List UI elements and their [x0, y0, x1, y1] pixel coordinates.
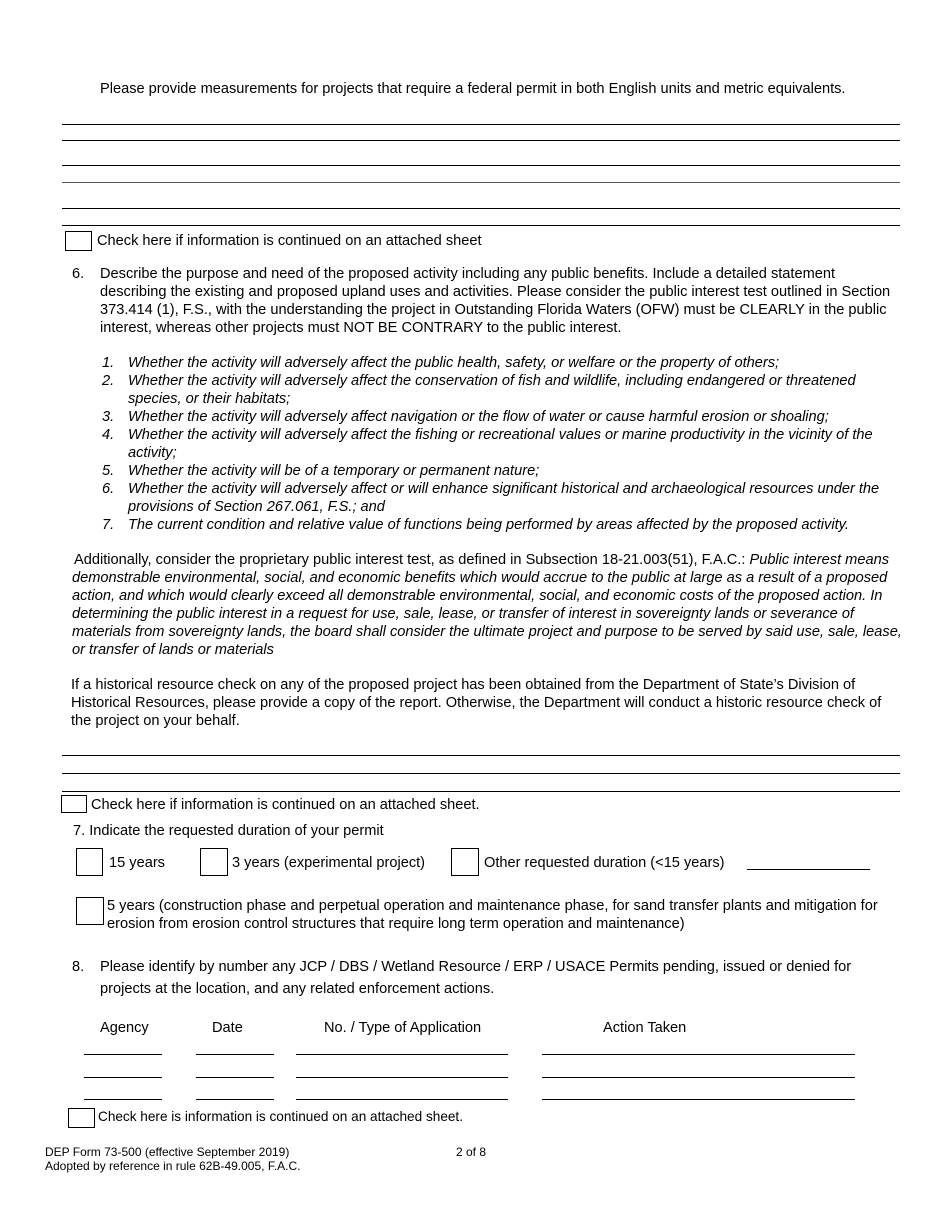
answer-line[interactable] [62, 124, 900, 125]
action-input[interactable] [542, 1054, 855, 1055]
application-input[interactable] [296, 1077, 508, 1078]
duration-3-years-checkbox[interactable] [200, 848, 228, 876]
historical-resource-paragraph: If a historical resource check on any of the proposed project has been obtained from the Department of State’s Division of Historical Resources, please provide a copy of the report. Otherwise, the Department will conduct a historic resource check of the project on your behalf. [71, 677, 882, 729]
column-header-agency: Agency [100, 1020, 149, 1036]
answer-line[interactable] [62, 755, 900, 756]
action-input[interactable] [542, 1099, 855, 1100]
duration-other-label: Other requested duration (<15 years) [484, 855, 725, 871]
duration-3-years-label: 3 years (experimental project) [232, 855, 426, 871]
duration-15-years-label: 15 years [109, 855, 165, 871]
column-header-date: Date [212, 1020, 243, 1036]
agency-input[interactable] [84, 1099, 162, 1100]
answer-line[interactable] [62, 773, 900, 774]
criterion-number: 7. [102, 517, 115, 533]
duration-15-years-checkbox[interactable] [76, 848, 103, 876]
criterion-text: Whether the activity will adversely affect or will enhance significant historical and archaeological resources under the provisions of Section 267.061, F.S.; and [128, 481, 880, 515]
action-input[interactable] [542, 1077, 855, 1078]
continued-checkbox-2[interactable] [61, 795, 87, 813]
criterion-text: Whether the activity will adversely affect the public health, safety, or welfare or the property of others; [128, 355, 780, 371]
agency-input[interactable] [84, 1054, 162, 1055]
answer-line[interactable] [62, 225, 900, 226]
q8-text: Please identify by number any JCP / DBS / Wetland Resource / ERP / USACE Permits pending, issued or denied for projects at the location, and any related enforcement actions. [100, 959, 852, 997]
continued-checkbox-3[interactable] [68, 1108, 95, 1128]
proprietary-interest-paragraph [72, 551, 904, 659]
measurements-instruction: Please provide measurements for projects that require a federal permit in both English units and metric equivalents. [100, 81, 846, 97]
date-input[interactable] [196, 1077, 274, 1078]
q6-text: Describe the purpose and need of the proposed activity including any public benefits. Include a detailed statement describing the existing and proposed upland uses and activities. Please consider the public interest test outlined in Section 373.414 (1), F.S., with the understanding the project in Outstanding Florida Waters (OFW) must be CLEARLY in the public interest, whereas other projects must NOT BE CONTRARY to the public interest. [100, 266, 891, 336]
criterion-number: 3. [102, 409, 115, 425]
criterion-text: The current condition and relative value of functions being performed by areas affected by the proposed activity. [128, 517, 849, 533]
continued-checkbox-2-label: Check here if information is continued on an attached sheet. [91, 797, 480, 813]
criterion-number: 6. [102, 481, 115, 497]
criterion-number: 5. [102, 463, 115, 479]
footer-form-number: DEP Form 73-500 (effective September 2019) [45, 1145, 290, 1159]
duration-5-years-checkbox[interactable] [76, 897, 104, 925]
application-input[interactable] [296, 1099, 508, 1100]
date-input[interactable] [196, 1099, 274, 1100]
q8-number: 8. [72, 959, 85, 975]
continued-checkbox-1-label: Check here if information is continued on an attached sheet [97, 233, 482, 249]
page-number: 2 of 8 [456, 1145, 487, 1159]
agency-input[interactable] [84, 1077, 162, 1078]
answer-line[interactable] [62, 182, 900, 183]
duration-other-input[interactable] [747, 869, 870, 870]
answer-line[interactable] [62, 140, 900, 141]
proprietary-definition: Public interest means demonstrable environmental, social, and economic benefits which would accrue to the public at large as a result of a proposed action, and which would clearly exceed all demonstrable environmental, social, and economic costs of the proposed action. In determining the public interest in a request for use, sale, lease, or transfer of interest in sovereignty lands or severance of materials from sovereignty lands, the board shall consider the ultimate project and purpose to be served by said use, sale, lease, or transfer of lands or materials [72, 552, 902, 658]
proprietary-lead: Additionally, consider the proprietary public interest test, as defined in Subsection 18-21.003(51), F.A.C.: [74, 552, 750, 568]
column-header-action: Action Taken [603, 1020, 687, 1036]
criterion-text: Whether the activity will adversely affect the conservation of fish and wildlife, including endangered or threatened species, or their habitats; [128, 373, 856, 407]
continued-checkbox-1[interactable] [65, 231, 92, 251]
continued-checkbox-3-label: Check here is information is continued on an attached sheet. [98, 1109, 463, 1124]
answer-line[interactable] [62, 791, 900, 792]
duration-5-years-label: 5 years (construction phase and perpetual operation and maintenance phase, for sand transfer plants and mitigation for erosion from erosion control structures that require long term operation and maintenance) [107, 898, 878, 932]
application-input[interactable] [296, 1054, 508, 1055]
criterion-number: 4. [102, 427, 115, 443]
q6-number: 6. [72, 266, 85, 282]
criterion-text: Whether the activity will be of a temporary or permanent nature; [128, 463, 540, 479]
answer-line[interactable] [62, 165, 900, 166]
criterion-number: 2. [102, 373, 115, 389]
duration-other-checkbox[interactable] [451, 848, 479, 876]
answer-line[interactable] [62, 208, 900, 209]
date-input[interactable] [196, 1054, 274, 1055]
footer-adopted: Adopted by reference in rule 62B-49.005, F.A.C. [45, 1159, 301, 1173]
criterion-text: Whether the activity will adversely affect the fishing or recreational values or marine productivity in the vicinity of the activity; [128, 427, 873, 461]
q7-title: 7. Indicate the requested duration of your permit [73, 823, 384, 839]
column-header-application: No. / Type of Application [324, 1020, 482, 1036]
criterion-text: Whether the activity will adversely affect navigation or the flow of water or cause harmful erosion or shoaling; [128, 409, 829, 425]
criterion-number: 1. [102, 355, 115, 371]
